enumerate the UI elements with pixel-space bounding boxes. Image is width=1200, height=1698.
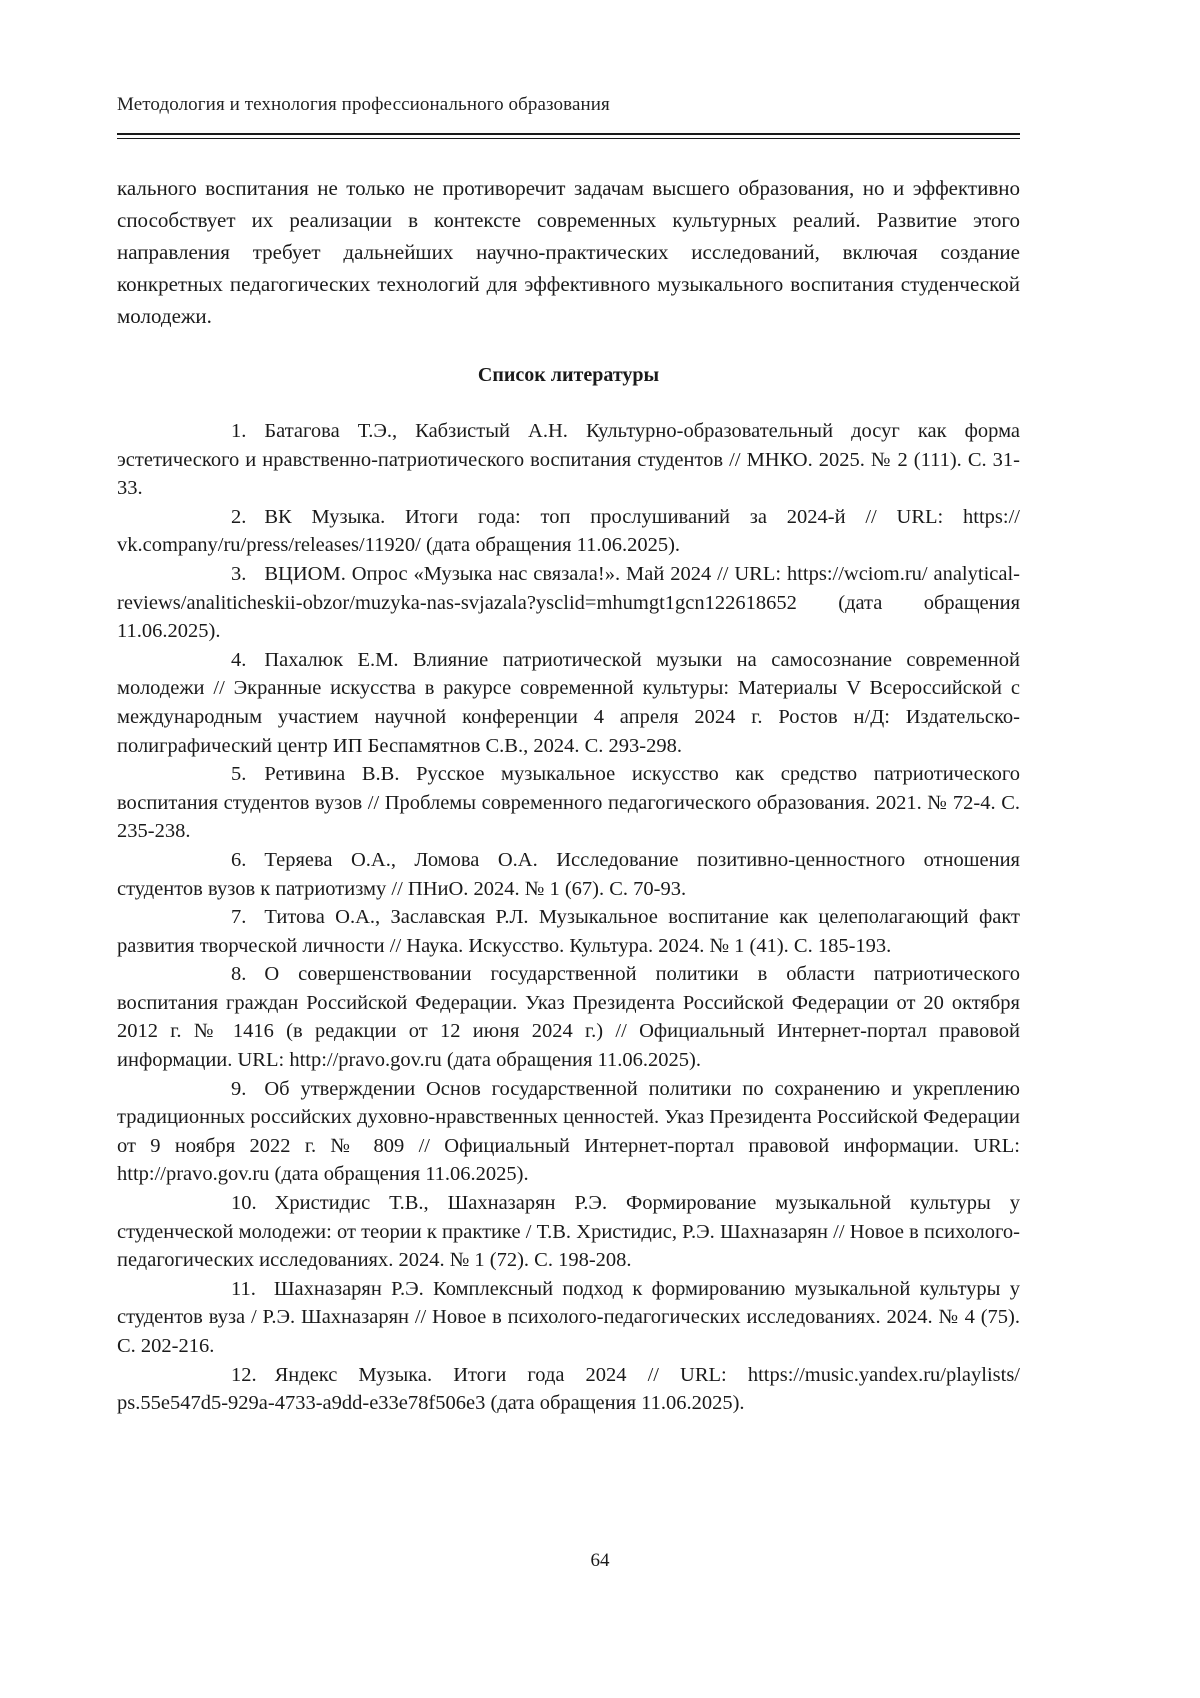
reference-item: [117, 417, 1020, 503]
reference-number: 9.: [231, 1077, 247, 1100]
reference-number: 10.: [231, 1192, 257, 1215]
reference-number: 6.: [231, 848, 247, 871]
reference-text: Об утверждении Основ государственной политики по сохранению и укреплению традиционных российских духовно-нравственных ценностей. Указ Президента Российской Федерации от 9 ноября 2022 г. № 809 // Официальный Интернет-портал правовой информации. URL: http://pravo.gov.ru (дата обращения 11.06.2025).: [117, 1077, 1020, 1186]
page-number: 64: [590, 1550, 610, 1571]
reference-text: Христидис Т.В., Шахназарян Р.Э. Формирование музыкальной культуры у студенческой молодежи: от теории к практике / Т.В. Христидис, Р.Э. Шахназарян // Новое в психолого-педагогических исследованиях. 2024. № 1 (72). С. 198-208.: [117, 1192, 1020, 1272]
header-rule-thin: [117, 138, 1020, 139]
reference-number: 11.: [231, 1277, 256, 1300]
reference-number: 3.: [231, 562, 247, 585]
reference-text: Титова О.А., Заславская Р.Л. Музыкальное воспитание как целеполагающий факт развития творческой личности // Наука. Искусство. Культура. 2024. № 1 (41). С. 185-193.: [117, 906, 1020, 957]
reference-text: Теряева О.А., Ломова О.А. Исследование позитивно-ценностного отношения студентов вузов к патриотизму // ПНиО. 2024. № 1 (67). С. 70-93.: [117, 848, 1020, 900]
reference-item: [117, 646, 1020, 760]
reference-text: Пахалюк Е.М. Влияние патриотической музыки на самосознание современной молодежи // Экранные искусства в ракурсе современной культуры: Материалы V Всероссийской с международным участием научной конференции 4 апреля 2024 г. Ростов н/Д: Издательско-полиграфический центр ИП Беспамятнов С.В., 2024. С. 293-298.: [117, 648, 1020, 757]
running-header: Методология и технология профессионального образования: [117, 94, 610, 115]
reference-text: ВК Музыка. Итоги года: топ прослушиваний за 2024-й // URL: https:// vk.company/ru/press/releases/11920/ (дата обращения 11.06.2025).: [117, 505, 1020, 557]
body-paragraph: кального воспитания не только не противоречит задачам высшего образования, но и эффективно способствует их реализации в контексте современных культурных реалий. Развитие этого направления требует дальнейших научно-практических исследований, включая создание конкретных педагогических технологий для эффективного музыкального воспитания студенческой молодежи.: [117, 176, 1020, 328]
reference-item: [117, 503, 1020, 560]
reference-number: 2.: [231, 505, 247, 528]
reference-item: [117, 560, 1020, 646]
reference-item: [117, 1361, 1020, 1418]
reference-text: Яндекс Музыка. Итоги года 2024 // URL: https://music.yandex.ru/playlists/ ps.55e547d5-929a-4733-a9dd-e33e78f506e3 (дата обращения 11.06.2025).: [117, 1363, 1020, 1415]
references-list: [117, 417, 1020, 1418]
reference-item: [117, 1275, 1020, 1361]
reference-number: 5.: [231, 763, 247, 786]
reference-number: 8.: [231, 963, 247, 986]
reference-number: 12.: [231, 1363, 257, 1386]
reference-item: [117, 1189, 1020, 1275]
reference-text: Ретивина В.В. Русское музыкальное искусство как средство патриотического воспитания студентов вузов // Проблемы современного педагогического образования. 2021. № 72-4. С. 235-238.: [117, 763, 1020, 843]
reference-number: 4.: [231, 648, 247, 671]
reference-number: 7.: [231, 906, 247, 929]
reference-number: 1.: [231, 420, 247, 442]
reference-text: Батагова Т.Э., Кабзистый А.Н. Культурно-образовательный досуг как форма эстетического и нравственно-патриотического воспитания студентов // МНКО. 2025. № 2 (111). С. 31-33.: [117, 420, 1020, 500]
header-rule-thick: [117, 133, 1020, 135]
reference-item: [117, 903, 1020, 960]
reference-item: [117, 1075, 1020, 1189]
reference-text: ВЦИОМ. Опрос «Музыка нас связала!». Май 2024 // URL: https://wciom.ru/ analytical-reviews/analiticheskii-obzor/muzyka-nas-svjazala?ysclid=mhumgt1gcn122618652 (дата обращения 11.06.2025).: [117, 562, 1020, 643]
reference-item: [117, 760, 1020, 846]
reference-text: О совершенствовании государственной политики в области патриотического воспитания граждан Российской Федерации. Указ Президента Российской Федерации от 20 октября 2012 г. № 1416 (в редакции от 12 июня 2024 г.) // Официальный Интернет-портал правовой информации. URL: http://pravo.gov.ru (дата обращения 11.06.2025).: [117, 963, 1020, 1072]
reference-item: [117, 846, 1020, 903]
references-title: Список литературы: [477, 364, 660, 386]
reference-text: Шахназарян Р.Э. Комплексный подход к формированию музыкальной культуры у студентов вуза / Р.Э. Шахназарян // Новое в психолого-педагогических исследованиях. 2024. № 4 (75). С. 202-216.: [117, 1277, 1020, 1357]
reference-item: [117, 960, 1020, 1074]
